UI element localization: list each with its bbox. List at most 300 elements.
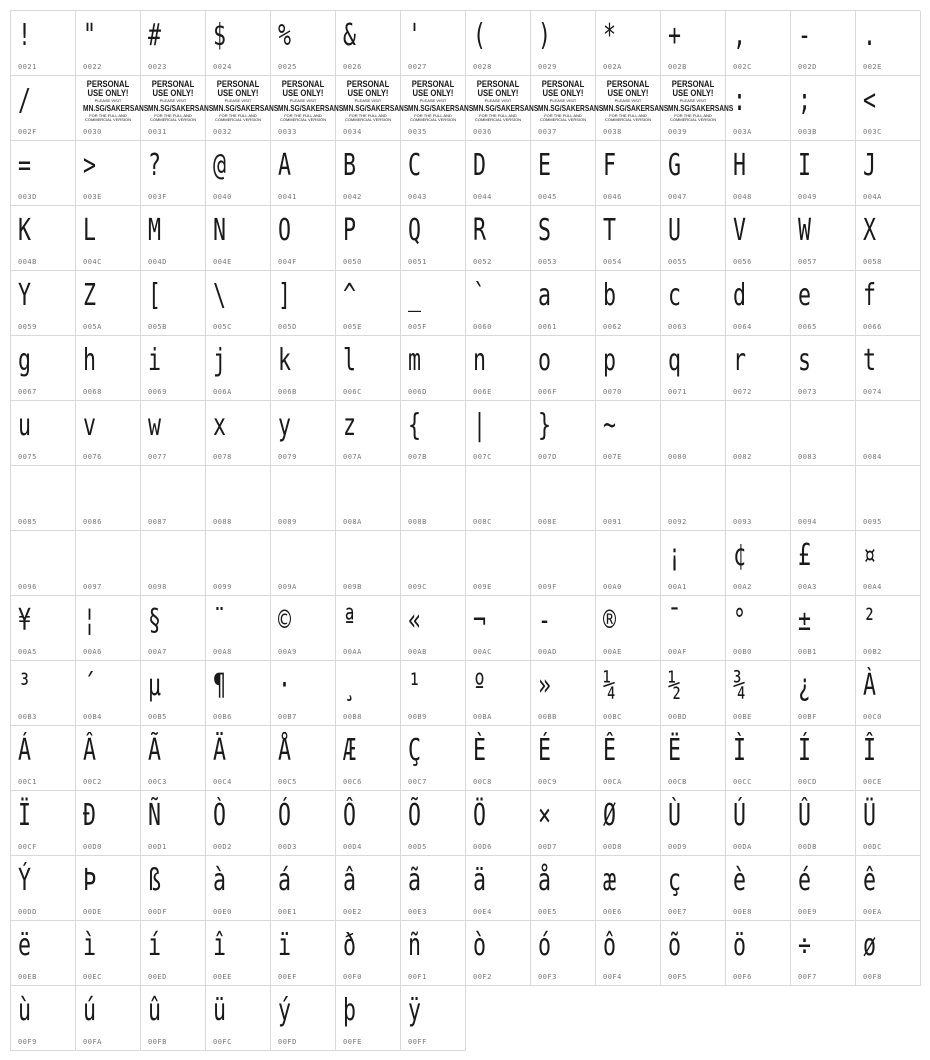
glyph-cell <box>596 531 661 596</box>
license-notice-line2: USE ONLY! <box>152 88 194 98</box>
glyph-cell <box>466 11 531 76</box>
glyph-cell <box>336 921 401 986</box>
license-notice-line1: PERSONAL <box>346 79 390 89</box>
glyph-sample: M <box>148 213 162 248</box>
glyph-cell <box>466 336 531 401</box>
glyph-sample: § <box>148 603 162 638</box>
glyph-codepoint: 0036 <box>473 128 492 136</box>
glyph-sample: á <box>278 863 292 898</box>
glyph-sample: ? <box>148 148 162 183</box>
glyph-codepoint: 005B <box>148 323 167 331</box>
glyph-cell <box>76 336 141 401</box>
glyph-codepoint: 006F <box>538 388 557 396</box>
glyph-cell <box>76 11 141 76</box>
glyph-sample: ± <box>798 603 812 638</box>
glyph-cell <box>791 401 856 466</box>
glyph-sample: E <box>538 148 552 183</box>
glyph-cell <box>401 986 466 1051</box>
glyph-sample: ñ <box>408 928 422 963</box>
glyph-sample: « <box>408 603 422 638</box>
glyph-sample: Y <box>18 278 32 313</box>
glyph-codepoint: 005F <box>408 323 427 331</box>
glyph-codepoint: 0033 <box>278 128 297 136</box>
license-notice-line6: COMMERCIAL VERSION <box>604 116 652 122</box>
glyph-cell <box>856 141 921 206</box>
glyph-codepoint: 00B7 <box>278 713 297 721</box>
glyph-codepoint: 00E5 <box>538 908 557 916</box>
glyph-codepoint: 00E1 <box>278 908 297 916</box>
license-notice-line6: COMMERCIAL VERSION <box>539 116 587 122</box>
glyph-cell <box>791 726 856 791</box>
license-notice-line4: MN.SG/SAKERSANS <box>83 103 149 113</box>
glyph-cell <box>661 141 726 206</box>
glyph-codepoint: 004C <box>83 258 102 266</box>
glyph-codepoint: 0042 <box>343 193 362 201</box>
glyph-codepoint: 004B <box>18 258 37 266</box>
glyph-cell <box>466 401 531 466</box>
glyph-codepoint: 00E9 <box>798 908 817 916</box>
glyph-cell <box>336 791 401 856</box>
glyph-cell <box>336 401 401 466</box>
glyph-sample: ! <box>18 18 32 53</box>
glyph-sample: õ <box>668 928 682 963</box>
glyph-sample: , <box>733 18 747 53</box>
glyph-sample: Þ <box>83 863 97 898</box>
license-notice-line6: COMMERCIAL VERSION <box>84 116 132 122</box>
glyph-codepoint: 00CC <box>733 778 752 786</box>
glyph-sample: ç <box>668 863 682 898</box>
glyph-codepoint: 00DF <box>148 908 167 916</box>
glyph-sample: O <box>278 213 292 248</box>
glyph-sample: h <box>83 343 97 378</box>
glyph-codepoint: 005A <box>83 323 102 331</box>
glyph-cell <box>206 856 271 921</box>
glyph-codepoint: 00F2 <box>473 973 492 981</box>
glyph-cell <box>141 661 206 726</box>
glyph-cell <box>76 791 141 856</box>
glyph-sample: ê <box>863 863 877 898</box>
glyph-cell <box>531 726 596 791</box>
glyph-codepoint: 0062 <box>603 323 622 331</box>
glyph-codepoint: 00EA <box>863 908 882 916</box>
license-notice-line3: PLEASE VISIT <box>289 98 317 103</box>
glyph-cell <box>791 531 856 596</box>
glyph-sample: ë <box>18 928 32 963</box>
glyph-cell <box>76 466 141 531</box>
glyph-sample: ô <box>603 928 617 963</box>
glyph-sample: ¯ <box>668 603 682 638</box>
glyph-codepoint: 0078 <box>213 453 232 461</box>
glyph-cell <box>856 11 921 76</box>
glyph-sample: | <box>473 408 487 443</box>
glyph-sample: Å <box>278 733 292 768</box>
glyph-sample: > <box>83 148 97 183</box>
glyph-sample: Ð <box>83 798 97 833</box>
glyph-codepoint: 0061 <box>538 323 557 331</box>
glyph-sample: _ <box>408 278 422 313</box>
glyph-cell <box>401 336 466 401</box>
glyph-sample: W <box>798 213 812 248</box>
glyph-codepoint: 00B2 <box>863 648 882 656</box>
glyph-codepoint: 008E <box>538 518 557 526</box>
glyph-codepoint: 0053 <box>538 258 557 266</box>
glyph-codepoint: 00AE <box>603 648 622 656</box>
glyph-cell <box>11 726 76 791</box>
glyph-cell <box>661 466 726 531</box>
glyph-codepoint: 0060 <box>473 323 492 331</box>
glyph-codepoint: 0070 <box>603 388 622 396</box>
license-notice-line1: PERSONAL <box>86 79 130 89</box>
license-notice-line3: PLEASE VISIT <box>549 98 577 103</box>
glyph-cell <box>76 271 141 336</box>
glyph-cell <box>141 271 206 336</box>
glyph-codepoint: 005D <box>278 323 297 331</box>
glyph-grid <box>10 10 920 1051</box>
glyph-codepoint: 00A9 <box>278 648 297 656</box>
glyph-cell <box>531 336 596 401</box>
glyph-cell <box>141 336 206 401</box>
glyph-codepoint: 00BD <box>668 713 687 721</box>
glyph-codepoint: 00F8 <box>863 973 882 981</box>
glyph-codepoint: 0032 <box>213 128 232 136</box>
glyph-sample: m <box>408 343 422 378</box>
license-notice-line5: FOR THE FULL AND <box>284 112 322 118</box>
glyph-sample: â <box>343 863 357 898</box>
glyph-codepoint: 0046 <box>603 193 622 201</box>
glyph-cell <box>206 76 279 141</box>
license-notice-line6: COMMERCIAL VERSION <box>279 116 327 122</box>
glyph-cell <box>466 661 531 726</box>
glyph-codepoint: 0056 <box>733 258 752 266</box>
glyph-codepoint: 0047 <box>668 193 687 201</box>
glyph-sample: u <box>18 408 32 443</box>
glyph-cell <box>76 76 149 141</box>
glyph-codepoint: 00C8 <box>473 778 492 786</box>
glyph-codepoint: 00E3 <box>408 908 427 916</box>
glyph-cell <box>401 76 474 141</box>
glyph-cell <box>11 596 76 661</box>
glyph-cell <box>596 466 661 531</box>
glyph-cell <box>11 76 76 141</box>
glyph-codepoint: 0025 <box>278 63 297 71</box>
glyph-cell <box>726 271 791 336</box>
license-notice-line3: PLEASE VISIT <box>419 98 447 103</box>
glyph-codepoint: 00D5 <box>408 843 427 851</box>
glyph-codepoint: 007C <box>473 453 492 461</box>
license-notice-line3: PLEASE VISIT <box>159 98 187 103</box>
glyph-cell <box>141 466 206 531</box>
glyph-cell <box>791 141 856 206</box>
license-notice-line5: FOR THE FULL AND <box>349 112 387 118</box>
glyph-sample: þ <box>343 993 357 1028</box>
glyph-cell <box>336 336 401 401</box>
glyph-codepoint: 00B0 <box>733 648 752 656</box>
glyph-codepoint: 0026 <box>343 63 362 71</box>
glyph-cell <box>401 726 466 791</box>
glyph-sample: Z <box>83 278 97 313</box>
glyph-sample: Í <box>798 733 812 768</box>
glyph-codepoint: 0085 <box>18 518 37 526</box>
glyph-codepoint: 00D3 <box>278 843 297 851</box>
glyph-cell <box>596 76 669 141</box>
glyph-codepoint: 00BB <box>538 713 557 721</box>
glyph-cell <box>141 986 206 1051</box>
glyph-codepoint: 0028 <box>473 63 492 71</box>
glyph-cell <box>141 141 206 206</box>
glyph-sample: Ó <box>278 798 292 833</box>
glyph-sample: å <box>538 863 552 898</box>
glyph-cell <box>206 336 271 401</box>
glyph-cell <box>596 11 661 76</box>
glyph-sample: Ì <box>733 733 747 768</box>
glyph-sample: ÿ <box>408 993 422 1028</box>
glyph-cell <box>206 596 271 661</box>
glyph-codepoint: 0092 <box>668 518 687 526</box>
glyph-codepoint: 0054 <box>603 258 622 266</box>
glyph-cell <box>661 921 726 986</box>
glyph-sample: é <box>798 863 812 898</box>
license-notice-line3: PLEASE VISIT <box>94 98 122 103</box>
glyph-codepoint: 0037 <box>538 128 557 136</box>
glyph-sample: Õ <box>408 798 422 833</box>
glyph-codepoint: 0041 <box>278 193 297 201</box>
glyph-cell <box>856 531 921 596</box>
glyph-sample: ª <box>343 603 357 638</box>
glyph-sample: c <box>668 278 682 313</box>
glyph-codepoint: 0072 <box>733 388 752 396</box>
glyph-cell <box>726 11 791 76</box>
glyph-codepoint: 0071 <box>668 388 687 396</box>
glyph-cell <box>596 791 661 856</box>
license-notice-line2: USE ONLY! <box>282 88 324 98</box>
glyph-cell <box>401 856 466 921</box>
glyph-codepoint: 002A <box>603 63 622 71</box>
glyph-sample: Æ <box>343 733 357 768</box>
glyph-sample: Û <box>798 798 812 833</box>
glyph-sample: í <box>148 928 162 963</box>
glyph-codepoint: 00F9 <box>18 1038 37 1046</box>
glyph-codepoint: 0068 <box>83 388 102 396</box>
glyph-sample: C <box>408 148 422 183</box>
glyph-sample: ; <box>798 83 812 118</box>
glyph-cell <box>401 206 466 271</box>
glyph-cell <box>336 141 401 206</box>
glyph-codepoint: 0099 <box>213 583 232 591</box>
glyph-sample: v <box>83 408 97 443</box>
license-notice-line2: USE ONLY! <box>347 88 389 98</box>
glyph-codepoint: 00A3 <box>798 583 817 591</box>
glyph-cell <box>531 11 596 76</box>
glyph-codepoint: 00E2 <box>343 908 362 916</box>
glyph-sample: A <box>278 148 292 183</box>
glyph-cell <box>791 856 856 921</box>
glyph-sample: ~ <box>603 408 617 443</box>
glyph-codepoint: 00E0 <box>213 908 232 916</box>
glyph-sample: ¾ <box>733 668 747 703</box>
glyph-cell <box>661 661 726 726</box>
glyph-codepoint: 0080 <box>668 453 687 461</box>
glyph-sample: : <box>733 83 747 118</box>
glyph-sample: U <box>668 213 682 248</box>
glyph-codepoint: 0040 <box>213 193 232 201</box>
glyph-cell <box>661 726 726 791</box>
glyph-cell <box>531 921 596 986</box>
glyph-cell <box>856 466 921 531</box>
license-notice-line3: PLEASE VISIT <box>679 98 707 103</box>
glyph-sample: ÷ <box>798 928 812 963</box>
glyph-sample: ) <box>538 18 552 53</box>
glyph-codepoint: 00CE <box>863 778 882 786</box>
glyph-cell <box>141 596 206 661</box>
glyph-codepoint: 00ED <box>148 973 167 981</box>
glyph-sample: Ù <box>668 798 682 833</box>
glyph-sample: à <box>213 863 227 898</box>
glyph-codepoint: 00AC <box>473 648 492 656</box>
glyph-cell <box>466 596 531 661</box>
glyph-cell <box>401 921 466 986</box>
license-notice-line4: MN.SG/SAKERSANS <box>278 103 344 113</box>
glyph-codepoint: 0064 <box>733 323 752 331</box>
glyph-cell <box>661 76 734 141</box>
glyph-cell <box>206 11 271 76</box>
glyph-cell <box>76 856 141 921</box>
glyph-cell <box>596 271 661 336</box>
glyph-sample: B <box>343 148 357 183</box>
glyph-cell <box>726 76 791 141</box>
glyph-codepoint: 00C6 <box>343 778 362 786</box>
glyph-cell <box>856 661 921 726</box>
license-notice-line5: FOR THE FULL AND <box>479 112 517 118</box>
glyph-cell <box>141 921 206 986</box>
glyph-codepoint: 00BA <box>473 713 492 721</box>
glyph-sample: % <box>278 18 292 53</box>
glyph-sample: l <box>343 343 357 378</box>
glyph-sample: F <box>603 148 617 183</box>
glyph-codepoint: 0089 <box>278 518 297 526</box>
glyph-sample: Ö <box>473 798 487 833</box>
glyph-sample: { <box>408 408 422 443</box>
glyph-cell <box>141 206 206 271</box>
glyph-cell <box>466 76 539 141</box>
glyph-cell <box>661 336 726 401</box>
glyph-sample: ó <box>538 928 552 963</box>
glyph-codepoint: 00AB <box>408 648 427 656</box>
glyph-cell <box>11 791 76 856</box>
license-notice-line1: PERSONAL <box>476 79 520 89</box>
glyph-cell <box>726 726 791 791</box>
glyph-codepoint: 00B4 <box>83 713 102 721</box>
glyph-cell <box>661 791 726 856</box>
glyph-codepoint: 00CB <box>668 778 687 786</box>
glyph-codepoint: 00BE <box>733 713 752 721</box>
license-notice-line6: COMMERCIAL VERSION <box>214 116 262 122</box>
license-notice <box>401 79 474 122</box>
glyph-codepoint: 0077 <box>148 453 167 461</box>
glyph-codepoint: 005E <box>343 323 362 331</box>
glyph-codepoint: 00D1 <box>148 843 167 851</box>
license-notice-line4: MN.SG/SAKERSANS <box>473 103 539 113</box>
glyph-sample: o <box>538 343 552 378</box>
glyph-cell <box>466 921 531 986</box>
glyph-sample: = <box>18 148 32 183</box>
license-notice-line6: COMMERCIAL VERSION <box>409 116 457 122</box>
glyph-codepoint: 004A <box>863 193 882 201</box>
glyph-sample: ø <box>863 928 877 963</box>
glyph-codepoint: 00C9 <box>538 778 557 786</box>
glyph-codepoint: 00B5 <box>148 713 167 721</box>
glyph-cell <box>791 76 856 141</box>
glyph-cell <box>791 921 856 986</box>
glyph-codepoint: 00AF <box>668 648 687 656</box>
glyph-sample: ì <box>83 928 97 963</box>
license-notice-line2: USE ONLY! <box>217 88 259 98</box>
glyph-codepoint: 00F5 <box>668 973 687 981</box>
glyph-cell <box>76 596 141 661</box>
glyph-sample: ð <box>343 928 357 963</box>
glyph-cell <box>661 401 726 466</box>
glyph-sample: * <box>603 18 617 53</box>
glyph-cell <box>271 336 336 401</box>
glyph-cell <box>401 466 466 531</box>
glyph-cell <box>401 141 466 206</box>
glyph-codepoint: 00BF <box>798 713 817 721</box>
glyph-codepoint: 008C <box>473 518 492 526</box>
glyph-codepoint: 0098 <box>148 583 167 591</box>
glyph-cell <box>466 726 531 791</box>
glyph-codepoint: 00F6 <box>733 973 752 981</box>
glyph-sample: \ <box>213 278 227 313</box>
glyph-sample: z <box>343 408 357 443</box>
glyph-codepoint: 00EC <box>83 973 102 981</box>
glyph-sample: Ä <box>213 733 227 768</box>
glyph-sample: Á <box>18 733 32 768</box>
glyph-sample: ã <box>408 863 422 898</box>
license-notice <box>141 79 214 122</box>
glyph-cell <box>726 856 791 921</box>
glyph-sample: N <box>213 213 227 248</box>
glyph-sample: ü <box>213 993 227 1028</box>
glyph-codepoint: 0065 <box>798 323 817 331</box>
glyph-sample: Ç <box>408 733 422 768</box>
glyph-sample: Ú <box>733 798 747 833</box>
glyph-codepoint: 00C1 <box>18 778 37 786</box>
glyph-cell <box>336 466 401 531</box>
glyph-codepoint: 0031 <box>148 128 167 136</box>
glyph-codepoint: 00E7 <box>668 908 687 916</box>
glyph-cell <box>401 11 466 76</box>
glyph-codepoint: 0045 <box>538 193 557 201</box>
glyph-codepoint: 00F0 <box>343 973 362 981</box>
glyph-cell <box>791 336 856 401</box>
glyph-codepoint: 0097 <box>83 583 102 591</box>
glyph-cell <box>531 661 596 726</box>
glyph-codepoint: 00B3 <box>18 713 37 721</box>
glyph-codepoint: 009A <box>278 583 297 591</box>
glyph-sample: È <box>473 733 487 768</box>
glyph-cell <box>271 661 336 726</box>
glyph-cell <box>726 141 791 206</box>
glyph-sample: k <box>278 343 292 378</box>
glyph-sample: I <box>798 148 812 183</box>
glyph-cell <box>11 531 76 596</box>
glyph-codepoint: 0074 <box>863 388 882 396</box>
glyph-sample: É <box>538 733 552 768</box>
license-notice-line4: MN.SG/SAKERSANS <box>603 103 669 113</box>
glyph-cell <box>596 336 661 401</box>
glyph-sample: L <box>83 213 97 248</box>
glyph-cell <box>726 206 791 271</box>
glyph-cell <box>531 401 596 466</box>
